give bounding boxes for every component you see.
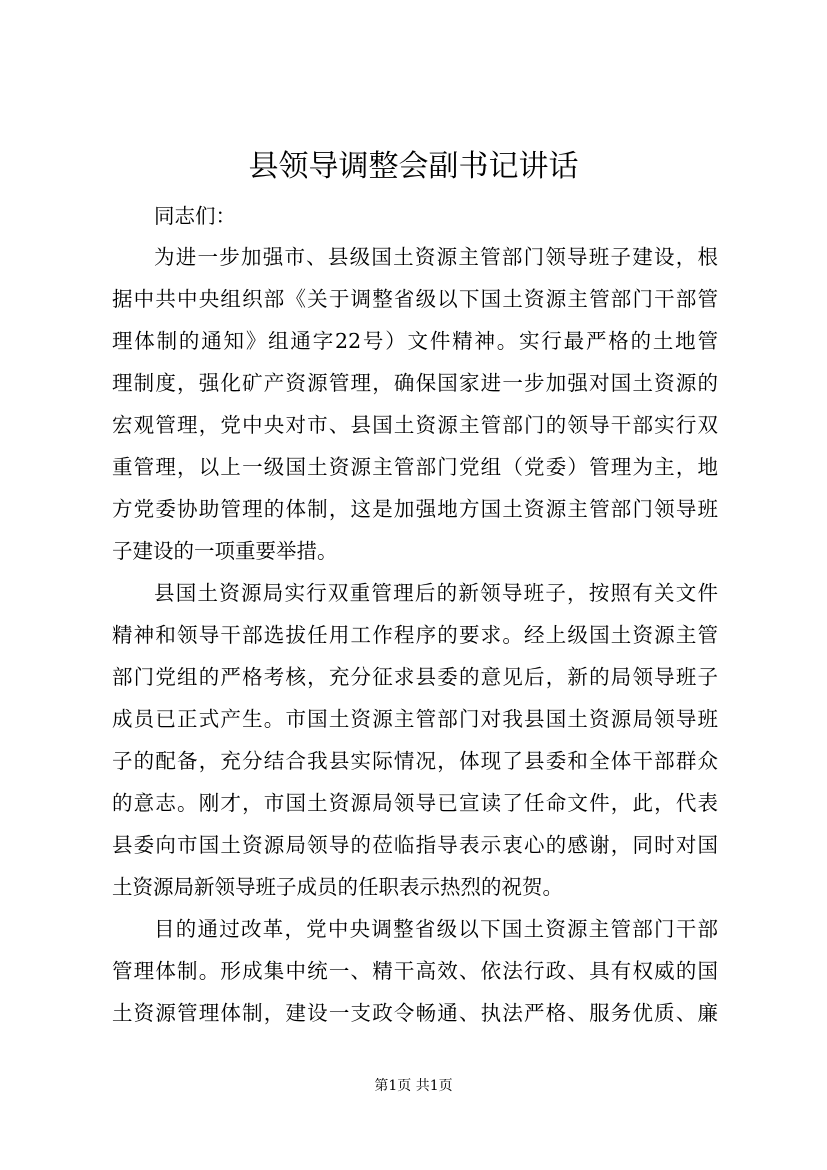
body-line: 理制度，强化矿产资源管理，确保国家进一步加强对国土资源的 xyxy=(112,371,718,395)
body-line: 重管理，以上一级国土资源主管部门党组（党委）管理为主，地 xyxy=(112,455,718,479)
body-line: 宏观管理，党中央对市、县国土资源主管部门的领导干部实行双 xyxy=(112,413,718,437)
body-line: 部门党组的严格考核，充分征求县委的意见后，新的局领导班子 xyxy=(112,665,718,689)
body-line: 管理体制。形成集中统一、精干高效、依法行政、具有权威的国 xyxy=(112,959,718,983)
body-line: 精神和领导干部选拔任用工作程序的要求。经上级国土资源主管 xyxy=(112,623,718,647)
body-line: 方党委协助管理的体制，这是加强地方国土资源主管部门领导班 xyxy=(112,497,718,521)
body-line: 理体制的通知》组通字22号）文件精神。实行最严格的土地管 xyxy=(112,329,718,353)
body-line: 县委向市国土资源局领导的莅临指导表示衷心的感谢，同时对国 xyxy=(112,833,718,857)
document-title: 县领导调整会副书记讲话 xyxy=(248,149,579,184)
body-line: 为进一步加强市、县级国土资源主管部门领导班子建设，根 xyxy=(154,245,718,269)
body-line: 的意志。刚才，市国土资源局领导已宣读了任命文件，此，代表 xyxy=(112,791,718,815)
greeting: 同志们： xyxy=(154,204,236,228)
body-line: 子建设的一项重要举措。 xyxy=(112,539,338,563)
body-line: 成员已正式产生。市国土资源主管部门对我县国土资源局领导班 xyxy=(112,707,718,731)
body-line: 土资源管理体制，建设一支政令畅通、执法严格、服务优质、廉 xyxy=(112,1001,718,1025)
body-line: 据中共中央组织部《关于调整省级以下国土资源主管部门干部管 xyxy=(112,287,718,311)
page-footer: 第1页 共1页 xyxy=(374,1078,453,1094)
body-line: 子的配备，充分结合我县实际情况，体现了县委和全体干部群众 xyxy=(112,749,718,773)
body-line: 县国土资源局实行双重管理后的新领导班子，按照有关文件 xyxy=(154,581,718,605)
body-line: 目的通过改革，党中央调整省级以下国土资源主管部门干部 xyxy=(154,917,718,941)
body-line: 土资源局新领导班子成员的任职表示热烈的祝贺。 xyxy=(112,875,563,899)
